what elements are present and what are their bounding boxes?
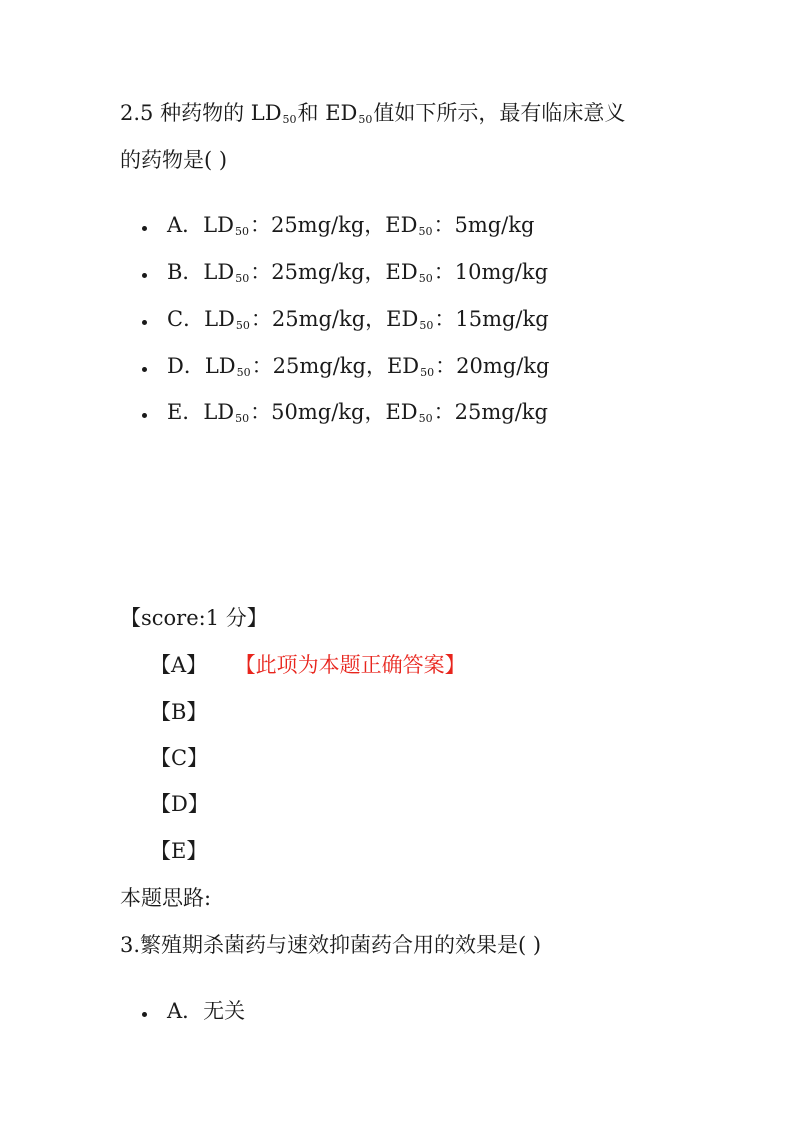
- subscript-50: 50: [358, 113, 373, 126]
- bullet-icon: [142, 367, 147, 372]
- answer-a: 【A】 【此项为本题正确答案】: [150, 653, 466, 677]
- bullet-icon: [142, 273, 147, 278]
- q3-option-a: A．无关: [142, 997, 245, 1025]
- option-c: C．$LD_{50}$：25mg/kg，$ED_{50}$：15mg/kg: [142, 305, 549, 340]
- answer-e: 【E】: [150, 839, 208, 863]
- answer-b: 【B】: [150, 700, 208, 724]
- option-e: E．$LD_{50}$：50mg/kg，$ED_{50}$：25mg/kg: [142, 398, 548, 433]
- option-b: B．$LD_{50}$：25mg/kg，$ED_{50}$：10mg/kg: [142, 258, 548, 293]
- option-a: A．$LD_{50}$：25mg/kg，$ED_{50}$：5mg/kg: [142, 211, 534, 246]
- bullet-icon: [142, 226, 147, 231]
- answer-c: 【C】: [150, 746, 209, 770]
- question-3-title: 3.繁殖期杀菌药与速效抑菌药合用的效果是( ): [120, 933, 542, 957]
- score-label: 【score:1 分】: [120, 606, 268, 630]
- question-2-title-line1: 2.5 种药物的 $LD_{50}$和 $ED_{50}$值如下所示，最有临床意义: [120, 101, 626, 126]
- bullet-icon: [142, 320, 147, 325]
- answer-d: 【D】: [150, 792, 209, 816]
- bullet-icon: [142, 1012, 147, 1017]
- subscript-50: 50: [282, 113, 297, 126]
- correct-answer-note: 【此项为本题正确答案】: [245, 653, 466, 677]
- rationale-label: 本题思路:: [120, 886, 212, 910]
- bullet-icon: [142, 413, 147, 418]
- question-2-title-line2: 的药物是( ): [120, 148, 228, 172]
- option-d: D．$LD_{50}$：25mg/kg，$ED_{50}$：20mg/kg: [142, 352, 549, 387]
